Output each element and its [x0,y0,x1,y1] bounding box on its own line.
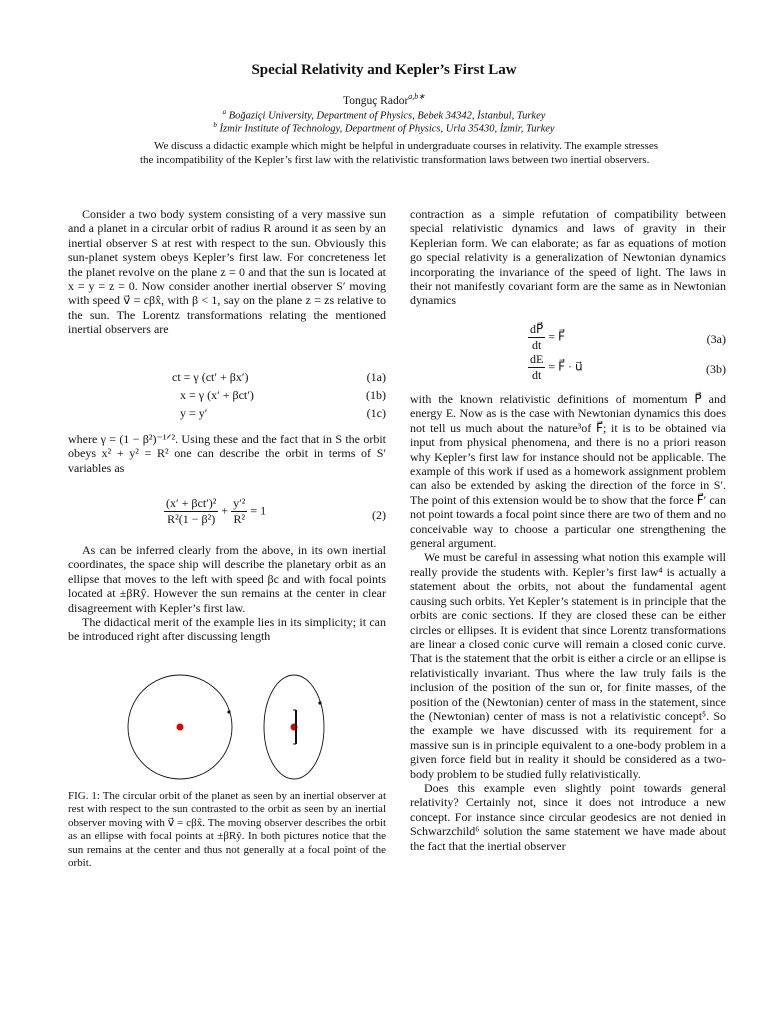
author-name: Tonguç Rador [342,94,409,107]
abstract-text: We discuss a didactic example which might be helpful in undergraduate courses in relativity. The example stresses the incompatibility of the Kepler’s first law with the relativistic transformation laws between two inertial observers. [140,140,658,166]
equation-3b-number: (3b) [706,362,726,376]
equation-3a-denominator: dt [531,338,542,352]
affiliation-b-text: İzmir Institute of Technology, Department of Physics, Urla 35430, İzmir, Turkey [219,123,555,135]
equation-1a: ct = γ (ct′ + βx′) [172,370,249,384]
right-paragraph-1: contraction as a simple refutation of compatibility between special relativistic dynamics and laws of gravity in their Keplerian form. We can elaborate; as far as equations of motion go special relativity is a generalization of Newtonian dynamics incorporating the invariance of the speed of light. The laws in their not manifestly covariant form are the same as in Newtonian dynamics [410,207,726,308]
affiliation-a-mark: a [222,108,227,116]
abstract [140,140,658,167]
author-line [0,92,768,107]
author-superscript: a,b∗ [408,92,425,101]
equation-2-denominator-2: R² [233,512,246,526]
right-paragraph-4: Does this example even slightly point towards general relativity? Certainly not, since it does not introduce a new concept. For instance since circular geodesics are not denied in Schwarzchild⁶ solution the same statement we have made about the fact that the inertial observer [410,780,726,853]
left-paragraph-4: The didactical merit of the example lies in its simplicity; it can be introduced right after discussing length [68,615,386,644]
affiliation-b [0,121,768,135]
affiliation-a-text: Boğaziçi University, Department of Physics, Bebek 34342, İstanbul, Turkey [228,110,546,122]
right-paragraph-3: We must be careful in assessing what notion this example will really provide the students with. Kepler’s first law⁴ is actually a statement about the orbits, not about the fundamental agent causing such orbits. Yet Kepler’s statement is in principle that the orbits are conic sections. If they are closed these can be either circles or ellipses. It is evident that since Lorentz transformations are linear a closed conic curve will remain a closed conic curve. That is the statement that the orbit is either a circle or an ellipse is relativistically invariant. Thus where the law truly fails is the inclusion of the position of the sun or, for finite masses, of the position of the (Newtonian) center of mass in the statement, since the (Newtonian) center of mass is not a relativistic concept⁵. So the example we have discussed with its requirement for a massive sun is in principle equivalent to a one-body problem in a given force field but in reality it should be considered as a two-body problem to be studied fully relativistically. [410,550,726,781]
paper-title: Special Relativity and Kepler’s First Law [251,62,517,78]
right-paragraph-2: with the known relativistic definitions of momentum P⃗ and energy E. Now as is the case with Newtonian dynamics this does not tell us much about the nature³of F⃗; it is to be obtained via input from physical phenomena, and there is no a priori reason why Kepler’s first law for instance should not be applicable. The example of this work if used as a homework assignment problem can also be extended by asking the direction of the force in S′. The point of this extension would be to show that the force F⃗′ can not point towards a focal point since there are two of them and no conceivable way to choose a particular one strengthening the general argument. [410,392,726,551]
affiliation-b-mark: b [213,121,217,129]
figure-1-caption [68,790,386,870]
affiliation-a [0,108,768,122]
equation-3a-fraction [528,322,545,353]
equation-1c: y = y′ [180,406,208,420]
left-paragraph-1: Consider a two body system consisting of a very massive sun and a planet in a circular orbit of radius R around it as seen by an inertial observer S at rest with respect to the sun. Obviously this sun-planet system obeys Kepler’s first law. For concreteness let the planet revolve on the plane z = 0 and that the sun is located at x = y = z = 0. Now consider another inertial observer S′ moving with speed v⃗ = cβx̂, with β < 1, say on the plane z = zs relative to the sun. The Lorentz transformations relating the mentioned inertial observers are [68,207,386,337]
equation-1b-number: (1b) [366,388,386,402]
left-paragraph-3: As can be inferred clearly from the above, in its own inertial coordinates, the space ship will describe the planetary orbit as an ellipse that moves to the left with speed βc and with focal points located at ±βRŷ. However the sun remains at the center in clear disagreement with Kepler’s first law. [68,543,386,615]
equation-1a-number: (1a) [366,370,386,384]
equation-3a-numerator: dP⃗ [530,322,544,336]
figure-ellipse-panel [264,675,324,779]
equation-3b-fraction [528,352,545,383]
planet-marker-right [318,701,321,704]
figure-1 [120,672,350,782]
equation-2-numerator-1: (x′ + βct′)² [166,496,217,510]
equation-2-number: (2) [372,508,386,522]
sun-marker-left [177,724,184,731]
right-column-intro [410,207,726,308]
equation-1b: x = γ (x′ + βct′) [180,388,254,402]
equation-1 [68,370,386,422]
equation-2-rhs: = 1 [250,503,267,518]
left-column-after-eq1 [68,432,386,475]
left-paragraph-2: where γ = (1 − β²)⁻¹ᐟ². Using these and the fact that in S the orbit obeys x² + y² = R² one can describe the orbit in terms of S′ variables as [68,432,386,475]
equation-2: $\frac{\text{(x′ + βct′)²}}{\text{R²(1 − β²)}}$ + $\frac{\text{y′²}}{\text{R²}}$ = 1 (2) [166,496,386,526]
equation-2-fraction-1 [164,496,218,527]
equation-3b-numerator: dE [530,352,544,366]
equation-2-numerator-2: y′² [233,496,246,510]
planet-marker-left [227,710,230,713]
left-column-intro [68,207,386,337]
equation-3a-number: (3a) [706,332,726,346]
equation-2-denominator-1: R²(1 − β²) [167,512,216,526]
equation-3b-rhs: = F⃗ · u⃗ [548,359,583,374]
equation-3 [410,322,726,388]
equation-1c-number: (1c) [366,406,386,420]
caption-text: FIG. 1: The circular orbit of the planet as seen by an inertial observer at rest with respect to the sun contrasted to the orbit as seen by an inertial observer moving with v⃗ = cβx̂. The moving observer describes the orbit as an ellipse with focal points at ±βRŷ. In both pictures notice that the sun remains at the center and thus not generally at a focal point of the orbit. [68,790,386,870]
equation-3a-rhs: = F⃗ [548,329,565,344]
figure-circle-panel [128,675,232,779]
left-column-after-eq2 [68,543,386,644]
right-column-body [410,392,726,853]
equation-2-fraction-2 [231,496,247,527]
equation-3b-denominator: dt [532,368,542,382]
